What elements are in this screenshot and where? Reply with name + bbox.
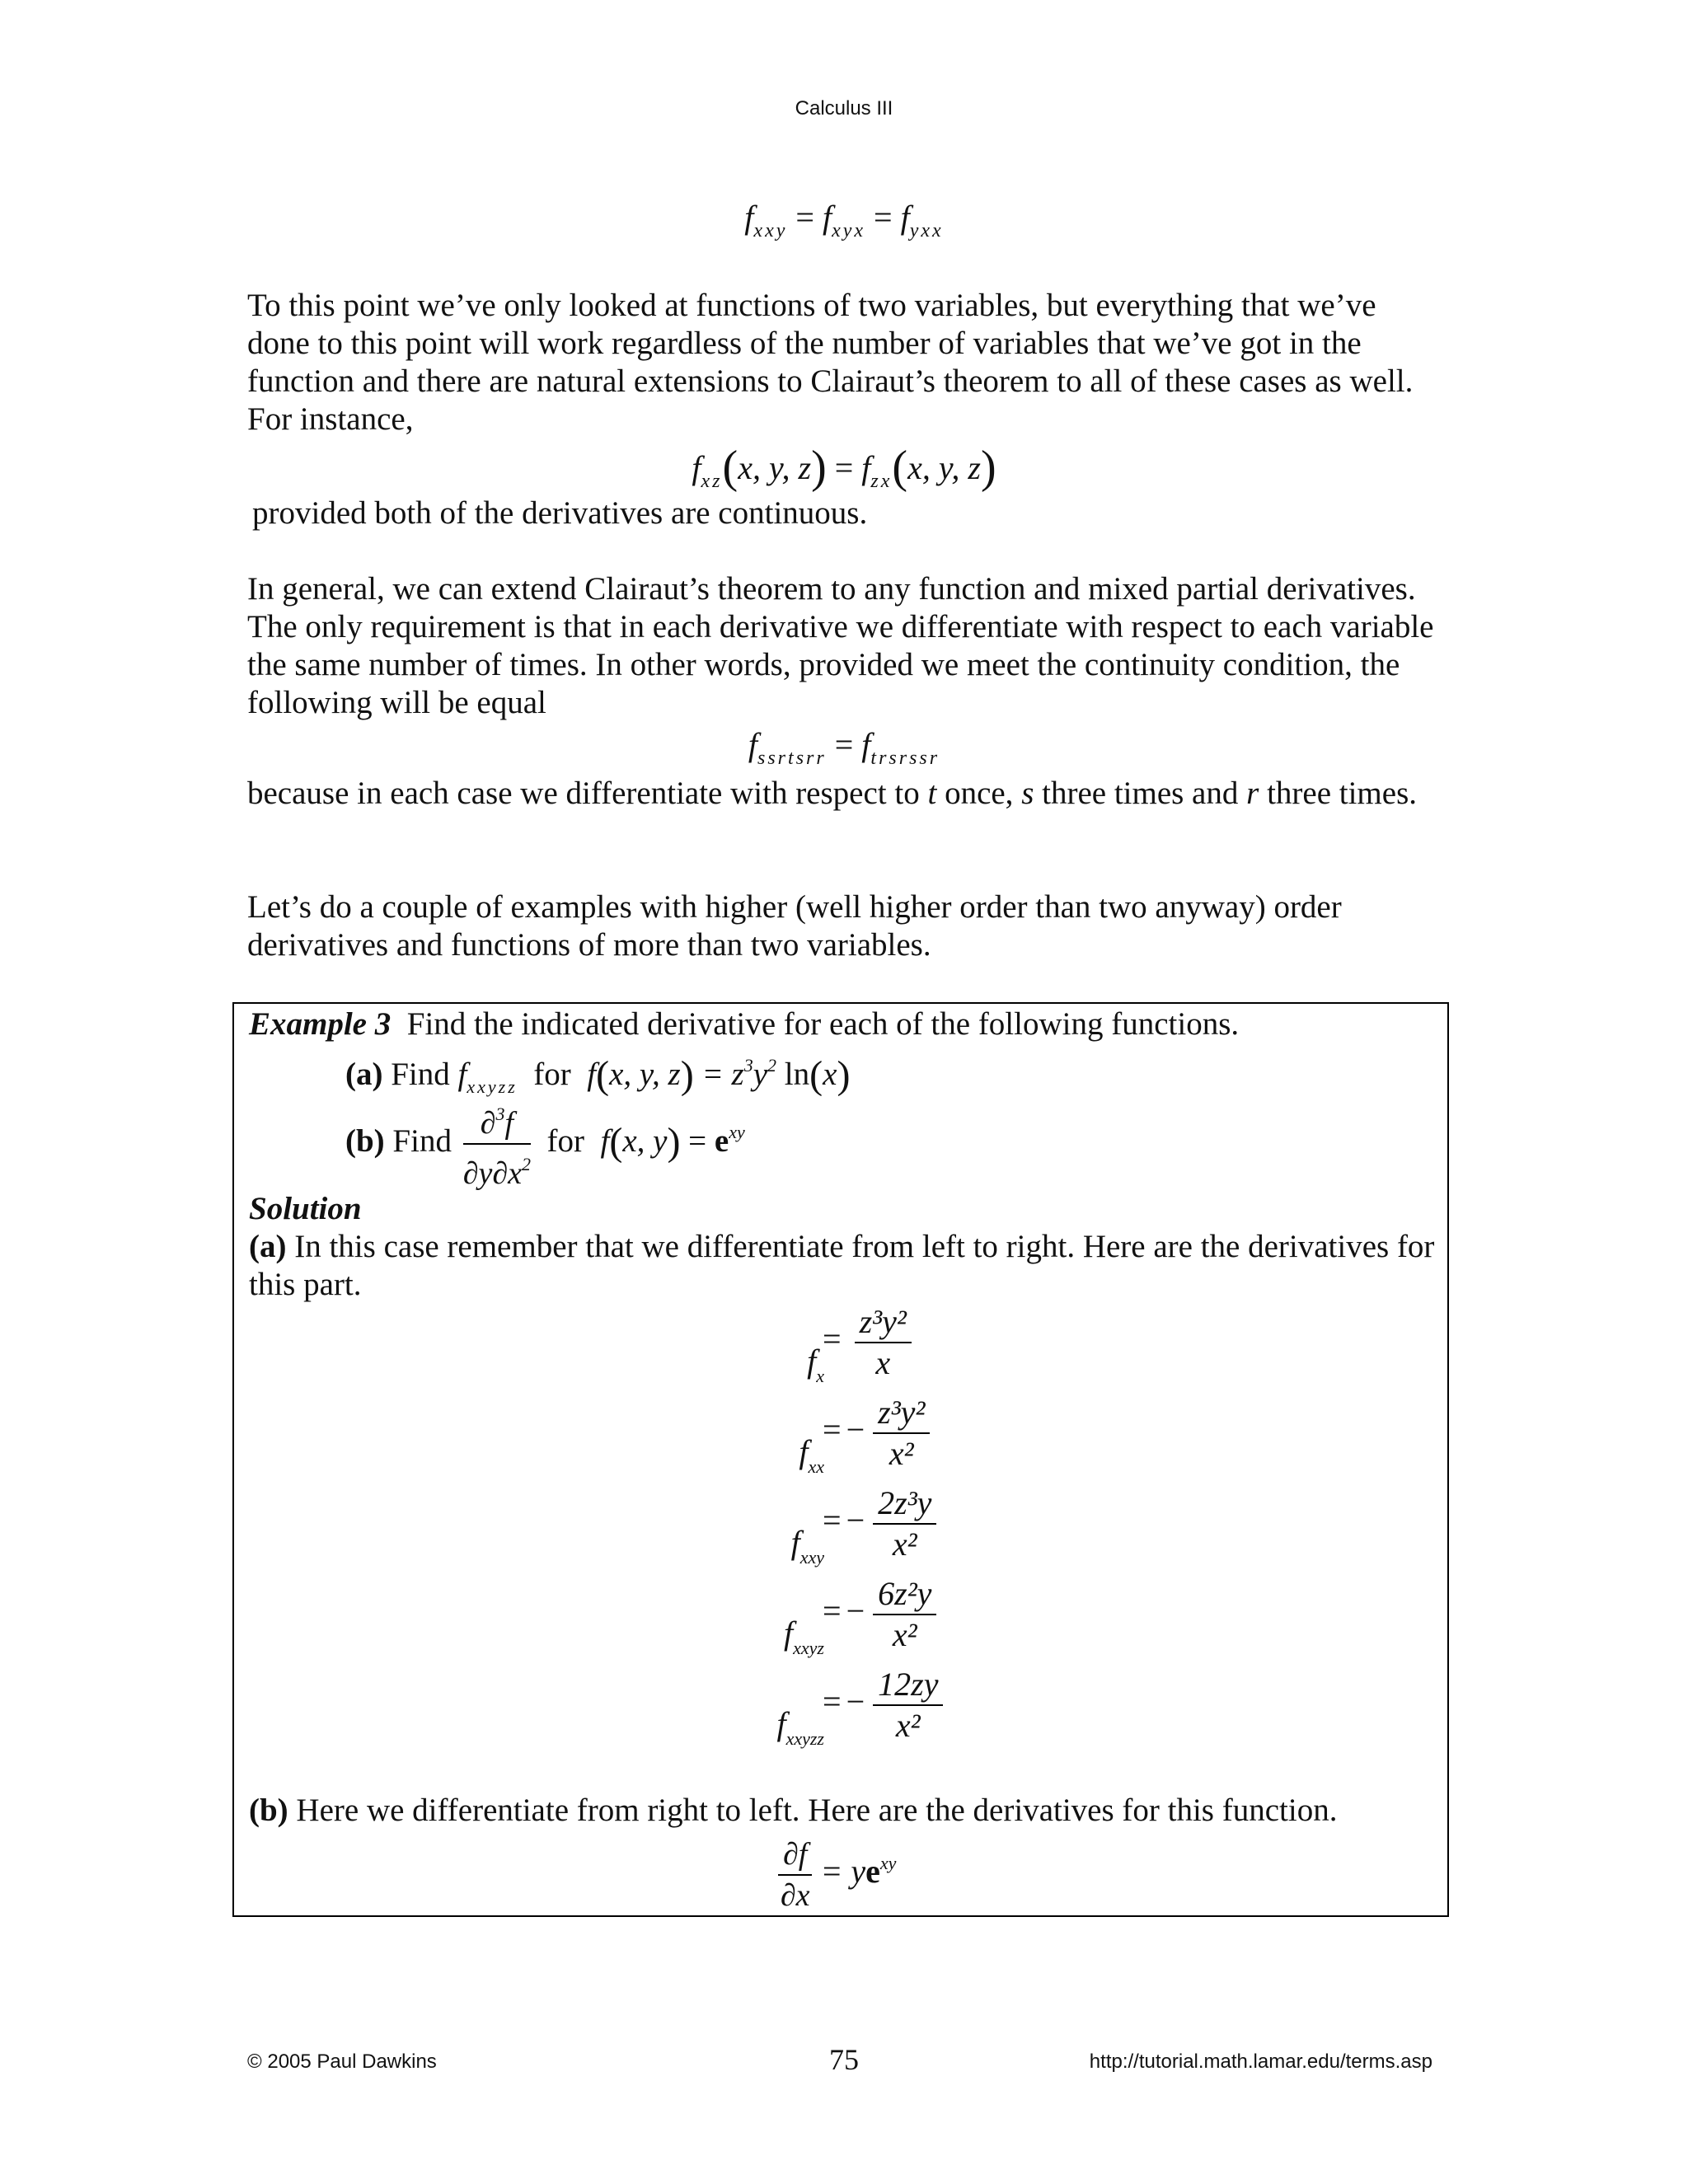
running-header: Calculus III [795, 97, 893, 120]
equation-three-variables: $f_{xz}(x$, y, $z) = f_{zx}(x$, y, z) [692, 442, 996, 493]
derivative-df-dx: $\frac{\partial f}{\partial x}$ = $ye^{xy}$ [778, 1835, 896, 1915]
page-number: 75 [829, 2043, 859, 2076]
example-box: Example 3 Find the indicated derivative for each of the following functions. (a) Find $f_{xxyzz}$ for f(x, y, $z) = z^3y^2$ ln(x) (b) Find $\frac{\partial^3f}{\partial y\partial x^2}$ for f(x, $y) = e^{xy}$ Solution (a) In this case remember that we differentiate from left to right. Here are the derivatives for this part. $f_x$ = $\frac{\text{z³y²}}{x}$ $f_{xx}$ = − $\frac{\text{z³y²}}{\text{x²}}$ $f_{xxy}$ = − $\frac{\text{2z³y}}{\text{x²}}$ $f_{xxyz}$ = − $\frac{\text{6z²y}}{\text{x²}}$ $f_{xxyzz}$ = − $\frac{12zy}{\text{x²}}$ (b) Here we differentiate from right to left. Here are the derivatives for this function. $\frac{\partial f}{\partial x}$ = $ye^{xy}$ [232, 1002, 1449, 1917]
solution-b-text: (b) Here we differentiate from right to left. Here are the derivatives for this function. [249, 1793, 1338, 1828]
example-heading: Example 3 Find the indicated derivative for each of the following functions. [249, 1006, 1240, 1042]
equation-clairaut-three: $f_{xxy} = f_{xyx} = f_{yxx}$ [744, 199, 944, 241]
footer-copyright: © 2005 Paul Dawkins [247, 2050, 437, 2073]
example-part-a: (a) Find $f_{xxyzz}$ for f(x, y, $z) = z^3y^2$ ln(x) [345, 1053, 851, 1097]
solution-a-text: (a) In this case remember that we differentiate from left to right. Here are the derivatives for this part. [249, 1229, 1435, 1302]
example-part-b: (b) Find $\frac{\partial^3f}{\partial y\partial x^2}$ for f(x, $y) = e^{xy}$ [345, 1094, 745, 1193]
solution-label: Solution [249, 1191, 362, 1226]
paragraph-general: In general, we can extend Clairaut’s theorem to any function and mixed partial derivatives. The only requirement is that in each derivative we differentiate with respect to each variable the same number of times. In other words, provided we meet the continuity condition, the following will be equal [247, 571, 1434, 720]
paragraph-because: because in each case we differentiate with respect to t once, s three times and r three times. [247, 776, 1417, 811]
equation-mixed-partials: $f_{ssrtsrr} = f_{trsrssr}$ [748, 726, 940, 769]
paragraph-examples: Let’s do a couple of examples with higher (well higher order than two anyway) order derivatives and functions of more than two variables. [247, 889, 1342, 963]
paragraph-intro: To this point we’ve only looked at functions of two variables, but everything that we’ve done to this point will work regardless of the number of variables that we’ve got in the function and there are natural extensions to Clairaut’s theorem to all of these cases as well. For instance, [247, 288, 1414, 437]
footer-url[interactable]: http://tutorial.math.lamar.edu/terms.asp [1089, 2050, 1432, 2073]
paragraph-continuous: provided both of the derivatives are continuous. [252, 495, 868, 531]
